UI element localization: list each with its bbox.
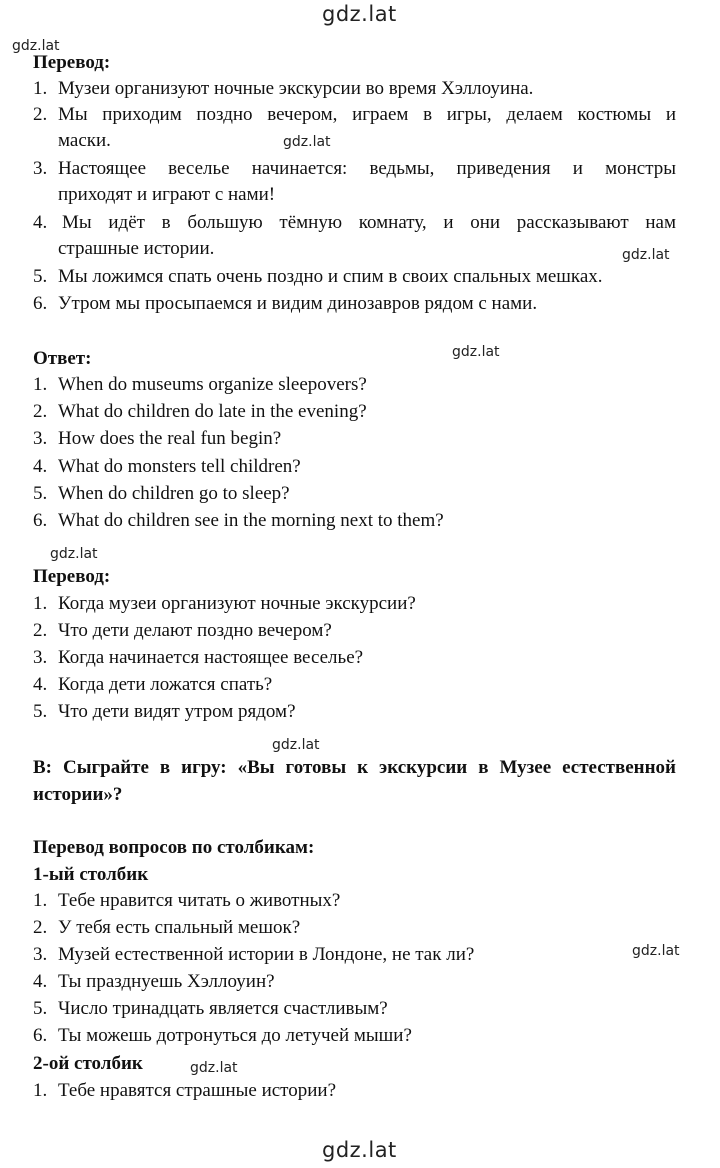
item-text: У тебя есть спальный мешок? bbox=[58, 917, 301, 938]
item-text: Число тринадцать является счастливым? bbox=[58, 998, 388, 1019]
item-number: 4. bbox=[33, 674, 48, 695]
item-text: Музеи организуют ночные экскурсии во время Хэллоуина. bbox=[58, 78, 534, 99]
item-number: 1. bbox=[33, 78, 48, 99]
item-number: 2. bbox=[33, 917, 48, 938]
list-item bbox=[0, 401, 720, 425]
list-item bbox=[0, 104, 720, 154]
item-number: 2. bbox=[33, 104, 48, 125]
item-text: Ты празднуешь Хэллоуин? bbox=[58, 971, 275, 992]
watermark: gdz.lat bbox=[272, 737, 320, 753]
list-item bbox=[0, 674, 720, 698]
item-text: Что дети видят утром рядом? bbox=[58, 701, 296, 722]
list-item bbox=[0, 620, 720, 644]
item-number: 5. bbox=[33, 266, 48, 287]
task-heading-continued: истории»? bbox=[33, 784, 123, 805]
item-text: Когда начинается настоящее веселье? bbox=[58, 647, 364, 668]
item-number: 6. bbox=[33, 1025, 48, 1046]
item-number: 3. bbox=[33, 647, 48, 668]
watermark-top: gdz.lat bbox=[322, 2, 397, 26]
item-text: How does the real fun begin? bbox=[58, 428, 282, 449]
item-text: Музей естественной истории в Лондоне, не так ли? bbox=[58, 944, 475, 965]
watermark: gdz.lat bbox=[12, 38, 60, 54]
item-text: Тебе нравятся страшные истории? bbox=[58, 1080, 337, 1101]
section-heading: Перевод: bbox=[33, 52, 111, 73]
section-heading: Перевод вопросов по столбикам: bbox=[33, 837, 315, 858]
item-text: Когда музеи организуют ночные экскурсии? bbox=[58, 593, 416, 614]
item-text: Мы приходим поздно вечером, играем в игры, делаем костюмы и bbox=[58, 104, 676, 125]
item-text: Тебе нравится читать о животных? bbox=[58, 890, 341, 911]
item-text: Что дети делают поздно вечером? bbox=[58, 620, 332, 641]
item-text-continued: приходят и играют с нами! bbox=[58, 184, 276, 205]
item-number: 4. bbox=[33, 212, 48, 233]
list-item bbox=[0, 593, 720, 617]
list-item bbox=[0, 701, 720, 725]
watermark-bottom: gdz.lat bbox=[322, 1138, 397, 1162]
item-text: What do monsters tell children? bbox=[58, 456, 301, 477]
item-text: Мы ложимся спать очень поздно и спим в своих спальных мешках. bbox=[58, 266, 603, 287]
list-item bbox=[0, 212, 720, 262]
list-item bbox=[0, 510, 720, 534]
item-text-continued: страшные истории. bbox=[58, 238, 215, 259]
list-item bbox=[0, 428, 720, 452]
section-heading: Ответ: bbox=[33, 348, 92, 369]
item-number: 4. bbox=[33, 456, 48, 477]
item-text: Когда дети ложатся спать? bbox=[58, 674, 273, 695]
list-item bbox=[0, 374, 720, 398]
watermark: gdz.lat bbox=[452, 344, 500, 360]
list-item bbox=[0, 158, 720, 208]
list-item bbox=[0, 78, 720, 102]
item-number: 6. bbox=[33, 510, 48, 531]
list-item bbox=[0, 456, 720, 480]
item-text: Ты можешь дотронуться до летучей мыши? bbox=[58, 1025, 412, 1046]
item-text: When do museums organize sleepovers? bbox=[58, 374, 367, 395]
item-number: 1. bbox=[33, 890, 48, 911]
item-number: 3. bbox=[33, 428, 48, 449]
item-number: 5. bbox=[33, 701, 48, 722]
watermark: gdz.lat bbox=[632, 943, 680, 959]
item-number: 2. bbox=[33, 401, 48, 422]
item-text: What do children see in the morning next to them? bbox=[58, 510, 444, 531]
list-item bbox=[0, 647, 720, 671]
list-item bbox=[0, 1025, 720, 1049]
watermark: gdz.lat bbox=[622, 247, 670, 263]
item-number: 6. bbox=[33, 293, 48, 314]
item-number: 1. bbox=[33, 593, 48, 614]
item-number: 3. bbox=[33, 944, 48, 965]
watermark: gdz.lat bbox=[190, 1060, 238, 1076]
watermark: gdz.lat bbox=[50, 546, 98, 562]
column-heading: 2-ой столбик bbox=[33, 1053, 143, 1074]
section-heading: Перевод: bbox=[33, 566, 111, 587]
list-item bbox=[0, 293, 720, 317]
list-item bbox=[0, 998, 720, 1022]
item-number: 2. bbox=[33, 620, 48, 641]
item-text: Мы идёт в большую тёмную комнату, и они рассказывают нам bbox=[62, 212, 676, 233]
item-text: When do children go to sleep? bbox=[58, 483, 290, 504]
item-text-continued: маски. bbox=[58, 130, 111, 151]
item-text: What do children do late in the evening? bbox=[58, 401, 367, 422]
list-item bbox=[0, 890, 720, 914]
item-number: 5. bbox=[33, 483, 48, 504]
item-text: Утром мы просыпаемся и видим динозавров рядом с нами. bbox=[58, 293, 538, 314]
list-item bbox=[0, 266, 720, 290]
list-item bbox=[0, 1080, 720, 1104]
list-item bbox=[0, 944, 720, 968]
item-number: 1. bbox=[33, 374, 48, 395]
item-number: 1. bbox=[33, 1080, 48, 1101]
item-number: 4. bbox=[33, 971, 48, 992]
item-number: 3. bbox=[33, 158, 48, 179]
task-heading: B: Сыграйте в игру: «Вы готовы к экскурсии в Музее естественной bbox=[33, 757, 676, 778]
item-text: Настоящее веселье начинается: ведьмы, приведения и монстры bbox=[58, 158, 676, 179]
list-item bbox=[0, 483, 720, 507]
list-item bbox=[0, 971, 720, 995]
watermark: gdz.lat bbox=[283, 134, 331, 150]
column-heading: 1-ый столбик bbox=[33, 864, 149, 885]
list-item bbox=[0, 917, 720, 941]
item-number: 5. bbox=[33, 998, 48, 1019]
